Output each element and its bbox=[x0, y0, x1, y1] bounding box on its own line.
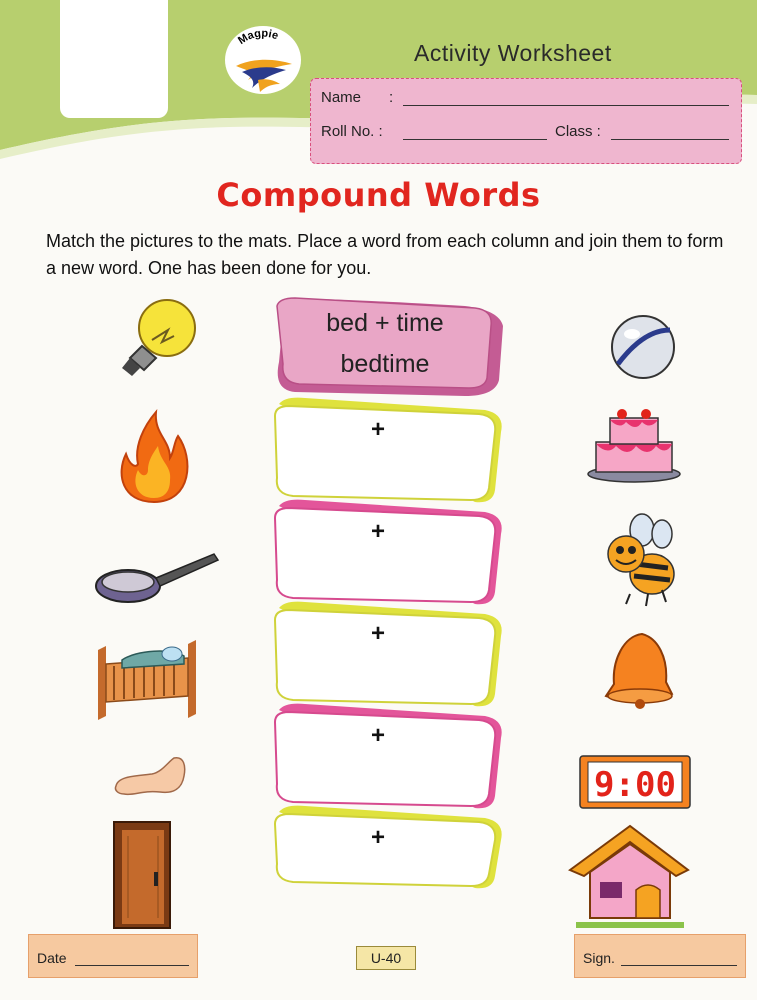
mat-1-plus[interactable]: + bbox=[371, 416, 386, 443]
mat-5-plus[interactable]: + bbox=[371, 824, 386, 851]
instructions: Match the pictures to the mats. Place a word from each column and join them to form a new word. One has been done for you. bbox=[46, 231, 724, 278]
mat-5 bbox=[275, 806, 502, 889]
cradle-icon[interactable] bbox=[92, 636, 206, 726]
mats-column bbox=[265, 292, 515, 892]
sign-box bbox=[574, 934, 746, 978]
digital-clock-icon[interactable] bbox=[578, 754, 692, 810]
page-number: U-40 bbox=[356, 946, 416, 970]
date-box bbox=[28, 934, 198, 978]
svg-text:Magpie: Magpie bbox=[236, 27, 280, 48]
date-field[interactable] bbox=[75, 965, 189, 966]
roll-label: Roll No. : bbox=[321, 123, 383, 140]
cake-icon[interactable] bbox=[584, 404, 684, 484]
ball-icon[interactable] bbox=[608, 312, 678, 382]
worksheet-title: Activity Worksheet bbox=[414, 40, 612, 66]
student-info-box bbox=[310, 78, 742, 164]
clock-time: 9:00 bbox=[594, 765, 676, 805]
bell-icon[interactable] bbox=[598, 628, 678, 710]
frying-pan-icon[interactable] bbox=[92, 548, 222, 608]
name-label: Name bbox=[321, 89, 362, 106]
mat-4-plus[interactable]: + bbox=[371, 722, 386, 749]
name-field[interactable] bbox=[403, 105, 729, 106]
mat-4 bbox=[275, 704, 502, 809]
light-bulb-icon[interactable] bbox=[112, 296, 202, 382]
foot-icon[interactable] bbox=[112, 752, 188, 800]
mat-3 bbox=[275, 602, 502, 707]
page-title: Compound Words bbox=[216, 176, 541, 214]
mat-3-plus[interactable]: + bbox=[371, 620, 386, 647]
date-label: Date bbox=[37, 950, 67, 966]
bee-icon[interactable] bbox=[596, 512, 680, 608]
magpie-logo bbox=[222, 22, 304, 96]
example-answer: bedtime bbox=[340, 350, 430, 378]
roll-field[interactable] bbox=[403, 139, 547, 140]
class-label: Class : bbox=[555, 123, 601, 140]
name-separator: : bbox=[389, 89, 394, 106]
mat-2 bbox=[275, 500, 502, 605]
sign-label: Sign. bbox=[583, 950, 615, 966]
mat-2-plus[interactable]: + bbox=[371, 518, 386, 545]
fire-icon[interactable] bbox=[112, 406, 196, 506]
mat-1 bbox=[275, 398, 502, 503]
sign-field[interactable] bbox=[621, 965, 737, 966]
house-icon[interactable] bbox=[566, 822, 692, 932]
door-icon[interactable] bbox=[110, 818, 176, 932]
class-field[interactable] bbox=[611, 139, 729, 140]
photo-box bbox=[60, 0, 168, 118]
example-sum: bed + time bbox=[326, 309, 444, 337]
